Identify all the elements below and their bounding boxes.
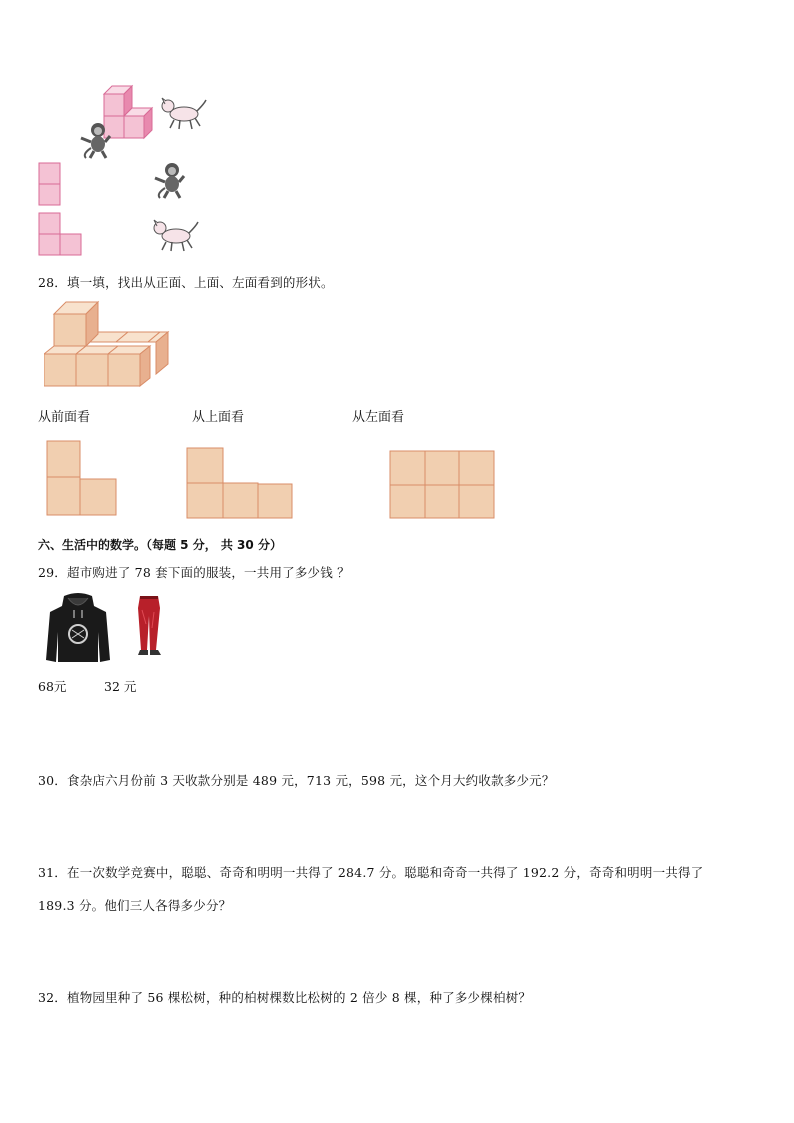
question-29-text: 29．超市购进了 78 套下面的服装，一共用了多少钱 ？ [38, 565, 350, 580]
monkey-icon [76, 120, 116, 160]
pink-view-l [38, 212, 84, 256]
label-left-view: 从左面看 [352, 410, 405, 425]
question-28-text: 28．填一填，找出从正面、上面、左面看到的形状。 [38, 275, 334, 290]
section-6-title: 六、生活中的数学。（每题 5 分， 共 30 分） [38, 538, 282, 552]
front-view-shape [46, 440, 120, 518]
label-top-view: 从上面看 [192, 410, 245, 425]
top-view-shape [186, 447, 294, 520]
question-31-line-1: 31．在一次数学竞赛中，聪聪、奇奇和明明一共得了 284.7 分。聪聪和奇奇一共得了 192.2 分，奇奇和明明一共得了 [38, 865, 704, 880]
pants-price: 32 元 [104, 679, 137, 694]
hoodie-icon [44, 592, 112, 664]
monkey-icon [150, 160, 190, 200]
dog-icon [150, 218, 200, 254]
question-30-text: 30．食杂店六月份前 3 天收款分别是 489 元，713 元，598 元，这个月大约收款多少元？ [38, 773, 555, 788]
hoodie-price: 68元 [38, 679, 67, 694]
left-view-shape [389, 450, 497, 520]
question-31-line-2: 189.3 分。他们三人各得多少分？ [38, 898, 232, 913]
wooden-cube-solid [44, 298, 174, 390]
pink-view-vertical [38, 162, 62, 206]
label-front-view: 从前面看 [38, 410, 91, 425]
dog-icon [158, 96, 208, 132]
question-32-text: 32．植物园里种了 56 棵松树，种的柏树棵数比松树的 2 倍少 8 棵，种了多少棵柏树？ [38, 990, 532, 1005]
pants-icon [132, 594, 166, 658]
